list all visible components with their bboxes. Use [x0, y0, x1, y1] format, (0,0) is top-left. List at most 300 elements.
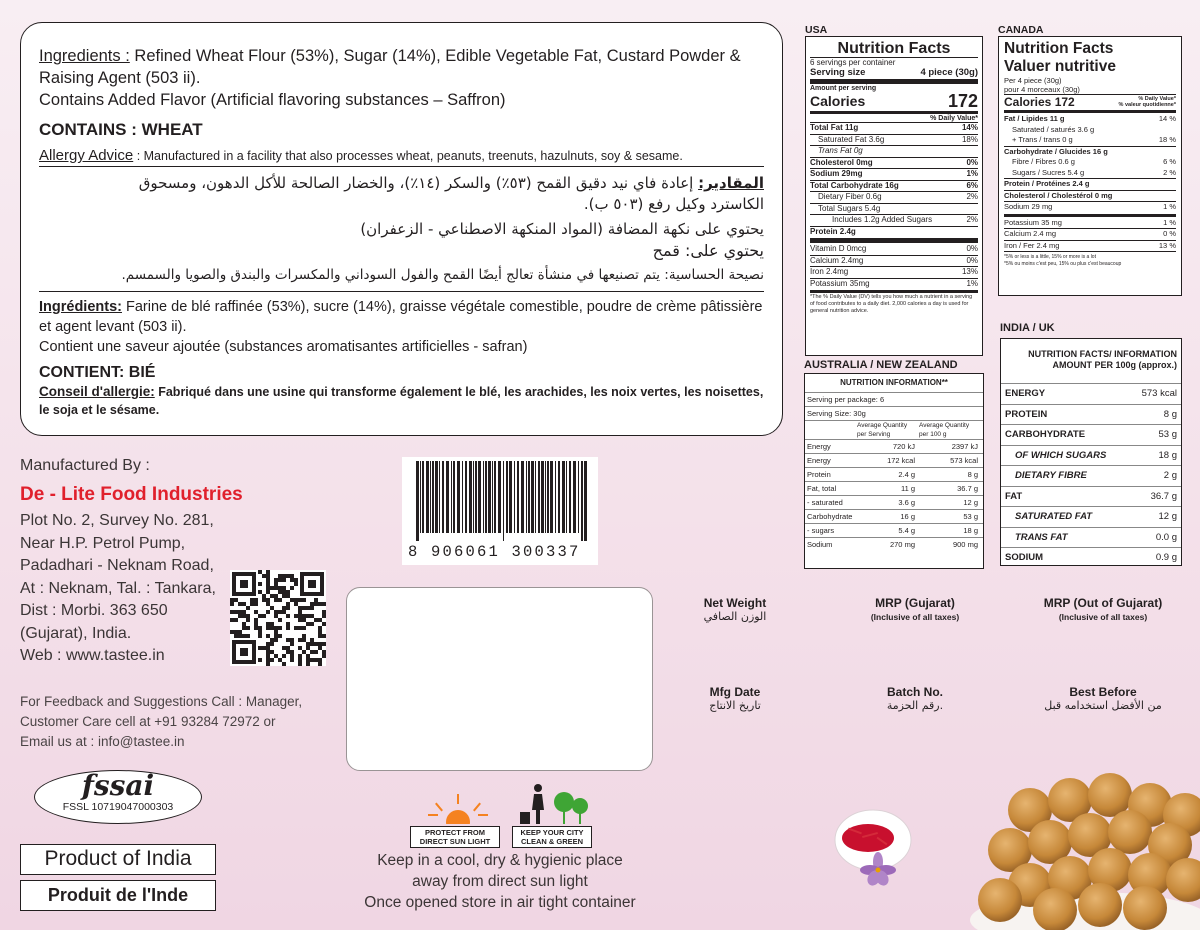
nutrient-row	[1004, 168, 1176, 179]
qr-module	[234, 618, 238, 622]
qr-module	[314, 642, 318, 646]
nutrient-dv	[944, 146, 978, 157]
barcode-bar	[426, 461, 429, 533]
mineral-row	[810, 255, 978, 267]
qr-module	[266, 658, 270, 662]
fssai-logo	[34, 770, 202, 824]
ingredients-text: Refined Wheat Flour (53%), Sugar (14%), Edible Vegetable Fat, Custard Powder & Raising Agent (503 ii).	[39, 47, 741, 87]
mineral-row	[1004, 240, 1176, 252]
barcode-bar	[488, 461, 491, 533]
cookie	[1123, 886, 1167, 930]
qr-module	[282, 578, 286, 582]
qr-module	[246, 614, 250, 618]
usa-title: Nutrition Facts	[837, 40, 951, 57]
nutrient-dv	[944, 204, 978, 215]
qr-module	[254, 622, 258, 626]
address-line: Dist : Morbi. 363 650	[20, 602, 168, 619]
nutrient-row	[1001, 547, 1181, 568]
nutrient-row	[1004, 135, 1176, 146]
india-nutrition-facts	[1000, 338, 1182, 566]
french-ingredients-label: Ingrédients:	[39, 299, 122, 315]
best-before-field	[1028, 685, 1178, 713]
australia-nutrition-info	[804, 373, 984, 569]
per-100g-value: 2397 kJ	[951, 442, 978, 451]
qr-module	[314, 598, 318, 602]
nutrient-dv	[944, 227, 978, 238]
mineral-row	[1004, 228, 1176, 240]
qr-module	[254, 598, 258, 602]
qr-module	[266, 570, 270, 574]
qr-module	[318, 642, 322, 646]
barcode-bar	[416, 461, 419, 541]
qr-module	[266, 634, 270, 638]
qr-module	[290, 586, 294, 590]
usa-calories-label: Calories	[810, 93, 866, 109]
nutrient-dv: 2%	[966, 215, 978, 224]
nutrient-dv: 6%	[966, 180, 978, 190]
qr-module	[270, 638, 274, 642]
qr-module	[266, 626, 270, 630]
nutrient-dv: 18%	[961, 134, 978, 144]
usa-servings: 6 servings per container	[810, 58, 896, 67]
arabic-contains: يحتوي على: قمح	[652, 241, 764, 260]
qr-module	[262, 594, 266, 598]
barcode-bar	[566, 461, 567, 533]
divider	[39, 166, 764, 167]
table-row	[805, 509, 983, 523]
qr-module	[306, 622, 310, 626]
qr-module	[286, 606, 290, 610]
australia-label: AUSTRALIA / NEW ZEALAND	[804, 359, 958, 371]
qr-module	[306, 662, 310, 666]
qr-module	[246, 606, 250, 610]
nutrient-value: 36.7 g	[1150, 490, 1177, 502]
address-line: Plot No. 2, Survey No. 281,	[20, 512, 214, 529]
canada-nutrient-list	[1004, 114, 1176, 213]
barcode	[402, 457, 598, 565]
qr-module	[270, 642, 274, 646]
nutrient-row	[810, 145, 978, 157]
nutrient-row	[810, 226, 978, 238]
arabic-allergy: نصيحة الحساسية: يتم تصنيعها في منشأة تعالج أيضًا القمح والفول السوداني والمكسرات والبندق والصويا والسمسم.	[121, 267, 764, 283]
qr-module	[294, 626, 298, 630]
qr-module	[266, 646, 270, 650]
address-line: Near H.P. Petrol Pump,	[20, 534, 186, 552]
nutrient-name: Protein / Protéines 2.4 g	[1004, 179, 1090, 188]
qr-module	[310, 658, 314, 662]
barcode-bar	[462, 461, 463, 533]
mrp-gujarat-label: MRP (Gujarat)	[875, 596, 955, 610]
per-100g-value: 900 mg	[952, 540, 978, 549]
qr-module	[298, 646, 302, 650]
manufacturer-info	[20, 455, 260, 668]
qr-module	[302, 614, 306, 618]
qr-module	[234, 634, 238, 638]
qr-module	[238, 602, 242, 606]
qr-module	[286, 626, 290, 630]
mineral-row	[810, 278, 978, 290]
aus-header-100g: Average Quantity per 100 g	[919, 422, 970, 438]
mineral-dv: 13 %	[1158, 240, 1176, 250]
qr-module	[322, 614, 326, 618]
qr-module	[230, 602, 234, 606]
qr-module	[294, 598, 298, 602]
barcode-bar	[550, 461, 553, 533]
qr-module	[298, 614, 302, 618]
india-title-2: AMOUNT PER 100g (approx.)	[1052, 360, 1177, 370]
usa-dv-header: % Daily Value*	[930, 115, 978, 122]
qr-module	[302, 606, 306, 610]
table-row	[805, 439, 983, 453]
mrp-gujarat-sub: (Inclusive of all taxes)	[870, 612, 960, 622]
nutrient-name: - sugars	[807, 526, 835, 535]
barcode-bar	[538, 461, 540, 533]
mineral-row	[810, 244, 978, 255]
qr-module	[254, 602, 258, 606]
arabic-flavor: يحتوي على نكهة المضافة (المواد المنكهة الاصطناعي - الزعفران)	[360, 220, 764, 238]
qr-module	[250, 602, 254, 606]
qr-module	[286, 594, 290, 598]
qr-module	[294, 582, 298, 586]
nutrient-name: SATURATED FAT	[1015, 511, 1093, 522]
per-serving-value: 3.6 g	[898, 498, 915, 507]
cookie	[1108, 810, 1152, 854]
nutrient-value: 573 kcal	[1141, 388, 1177, 399]
arabic-ingredients-line1: إعادة فاي نيد دقيق القمح (٥٣٪) والسكر (١٤٪)، والخضار الصالحة للأكل الدهون، ومسحوق	[138, 174, 699, 192]
usa-amount-per: Amount per serving	[810, 85, 877, 92]
qr-module	[290, 658, 294, 662]
qr-module	[238, 630, 242, 634]
qr-module	[274, 614, 278, 618]
qr-module	[230, 610, 234, 614]
nutrient-name: Total Carbohydrate 16g	[810, 180, 899, 190]
barcode-bar	[483, 461, 484, 533]
mineral-dv: 0 %	[1163, 229, 1176, 238]
address-line: Padadhari - Neknam Road,	[20, 557, 214, 574]
mineral-dv: 13%	[961, 267, 978, 276]
qr-module	[286, 650, 290, 654]
storage-line: Once opened store in air tight container	[364, 894, 636, 911]
qr-module	[302, 626, 306, 630]
mineral-name: Calcium 2.4 mg	[1004, 229, 1057, 238]
cookie-plate-icon	[960, 770, 1200, 930]
qr-module	[298, 626, 302, 630]
qr-module	[290, 598, 294, 602]
table-row	[805, 537, 983, 551]
nutrient-name: FAT	[1005, 490, 1023, 502]
usa-serving-size: 4 piece (30g)	[920, 67, 978, 78]
nutrient-name: + Trans / trans 0 g	[1012, 135, 1073, 144]
qr-module	[230, 598, 234, 602]
per-100g-value: 18 g	[963, 526, 978, 535]
nutrient-name: Total Fat 11g	[810, 123, 859, 132]
barcode-bar	[469, 461, 472, 533]
qr-module	[274, 594, 278, 598]
nutrient-row	[810, 157, 978, 169]
nutrient-dv	[1142, 147, 1176, 158]
table-row	[805, 523, 983, 537]
qr-module	[306, 642, 310, 646]
barcode-bar	[541, 461, 544, 533]
qr-module	[306, 654, 310, 658]
website-line: Web : www.tastee.in	[20, 647, 165, 664]
usa-nutrition-facts	[805, 36, 983, 356]
storage-instructions	[340, 850, 660, 913]
qr-module	[266, 610, 270, 614]
protect-sun-label: PROTECT FROM DIRECT SUN LIGHT	[410, 826, 500, 848]
usa-mineral-list	[810, 244, 978, 289]
nutrient-name: Protein 2.4g	[810, 226, 856, 236]
qr-module	[318, 646, 322, 650]
barcode-bar	[555, 461, 556, 533]
nutrient-value: 12 g	[1158, 511, 1177, 522]
india-uk-label: INDIA / UK	[1000, 322, 1055, 334]
nutrient-name: Saturated / saturés 3.6 g	[1012, 124, 1095, 134]
qr-module	[254, 626, 258, 630]
nutrient-row	[810, 168, 978, 180]
barcode-bar	[473, 461, 474, 533]
qr-module	[286, 622, 290, 626]
mrp-out-sub: (Inclusive of all taxes)	[1058, 612, 1148, 622]
qr-module	[266, 654, 270, 658]
nutrient-dv: 18 %	[1158, 135, 1176, 144]
barcode-bar	[562, 461, 565, 533]
nutrient-value: 2 g	[1163, 470, 1177, 481]
aus-serving-size: Serving Size: 30g	[807, 409, 866, 418]
per-100g-value: 53 g	[963, 512, 978, 521]
barcode-icon	[408, 461, 592, 541]
per-serving-value: 270 mg	[889, 540, 915, 549]
fssai-wordmark: fssai	[81, 769, 155, 802]
qr-module	[322, 650, 326, 654]
qr-module	[282, 654, 286, 658]
canada-per-fr: pour 4 morceaux (30g)	[1004, 85, 1080, 94]
qr-module	[242, 610, 246, 614]
barcode-bar	[584, 461, 587, 541]
qr-module	[314, 602, 318, 606]
mineral-name: Iron 2.4mg	[810, 267, 849, 276]
qr-module	[258, 614, 262, 618]
canada-footnote-fr: *5% ou moins c'est peu, 15% ou plus c'est beaucoup	[1004, 261, 1122, 267]
best-before-label: Best Before	[1069, 685, 1137, 699]
qr-module	[270, 626, 274, 630]
qr-module	[318, 662, 322, 666]
qr-module	[278, 578, 282, 582]
qr-module	[258, 582, 262, 586]
qr-module	[270, 594, 274, 598]
nutrient-row	[1004, 146, 1176, 158]
ingredients-panel	[20, 22, 783, 436]
qr-module	[310, 622, 314, 626]
address-line: At : Neknam, Tal. : Tankara,	[20, 579, 216, 597]
nutrient-row	[1001, 445, 1181, 466]
qr-module	[310, 642, 314, 646]
qr-module	[298, 658, 302, 662]
qr-module	[258, 570, 262, 574]
nutrient-row	[810, 214, 978, 226]
barcode-bar	[528, 461, 530, 533]
sun-icon	[418, 792, 498, 824]
mfg-date-label: Mfg Date	[709, 685, 761, 699]
barcode-bar	[578, 461, 579, 533]
clean-city-icon	[516, 782, 590, 824]
nutrient-name: Fibre / Fibres 0.6 g	[1012, 157, 1075, 166]
nutrient-row	[1001, 465, 1181, 486]
qr-module	[274, 626, 278, 630]
qr-module	[266, 590, 270, 594]
company-name: De - Lite Food Industries	[20, 483, 243, 505]
qr-module	[282, 646, 286, 650]
qr-module	[278, 610, 282, 614]
barcode-bar	[503, 461, 504, 541]
arabic-ingredients-label: المقادير:	[698, 174, 764, 192]
qr-module	[238, 634, 242, 638]
nutrient-dv: 6 %	[1163, 157, 1176, 166]
usa-serving-size-label: Serving size	[810, 67, 866, 78]
qr-module	[310, 614, 314, 618]
net-weight-field	[680, 596, 790, 624]
canada-dv-fr: % valeur quotidienne*	[1118, 102, 1176, 108]
qr-module	[258, 634, 262, 638]
qr-module	[282, 590, 286, 594]
nutrient-row	[1004, 201, 1176, 213]
nutrient-name: Protein	[807, 470, 831, 479]
nutrient-name: Includes 1.2g Added Sugars	[832, 215, 933, 224]
qr-module	[262, 646, 266, 650]
qr-module	[294, 614, 298, 618]
canada-per-en: Per 4 piece (30g)	[1004, 76, 1062, 85]
barcode-bar	[420, 461, 421, 533]
aus-servings: Serving per package: 6	[807, 395, 885, 404]
qr-module	[274, 578, 278, 582]
qr-module	[274, 634, 278, 638]
arabic-ingredients-line2: الكاسترد وكيل رفع (٥٠٣ ب).	[583, 195, 764, 213]
qr-module	[282, 586, 286, 590]
qr-module	[298, 638, 302, 642]
table-row	[805, 481, 983, 495]
qr-code	[230, 570, 326, 666]
nutrient-name: Carbohydrate	[807, 512, 853, 521]
cookie	[1088, 773, 1132, 817]
mineral-row	[1004, 218, 1176, 229]
nutrient-row	[1004, 157, 1176, 168]
nutrient-name: CARBOHYDRATE	[1005, 429, 1086, 440]
nutrient-name: Fat / Lipides 11 g	[1004, 114, 1065, 123]
per-100g-value: 36.7 g	[957, 484, 978, 493]
nutrient-name: Sodium 29 mg	[1004, 202, 1053, 211]
feedback-info	[20, 692, 320, 752]
nutrient-value: 53 g	[1158, 429, 1177, 440]
qr-module	[230, 630, 234, 634]
barcode-bar	[569, 461, 571, 533]
net-weight-arabic: الوزن الصافي	[703, 610, 767, 623]
barcode-bar	[526, 461, 527, 533]
barcode-bar	[509, 461, 512, 533]
india-title-1: NUTRITION FACTS/ INFORMATION	[1028, 349, 1177, 359]
qr-module	[262, 614, 266, 618]
per-serving-value: 11 g	[900, 484, 915, 493]
qr-module	[318, 658, 322, 662]
barcode-bar	[485, 461, 487, 533]
barcode-bar	[514, 461, 515, 533]
qr-module	[298, 606, 302, 610]
batch-arabic: رقم الحزمة.	[886, 699, 944, 712]
qr-module	[274, 610, 278, 614]
qr-module	[290, 574, 294, 578]
qr-module	[286, 574, 290, 578]
barcode-bar	[506, 461, 508, 533]
qr-module	[310, 650, 314, 654]
canada-dv-en: % Daily Value*	[1138, 95, 1176, 102]
allergy-label: Allergy Advice	[39, 147, 134, 164]
qr-module	[266, 602, 270, 606]
nutrient-row	[1004, 114, 1176, 125]
qr-module	[238, 614, 242, 618]
qr-module	[318, 602, 322, 606]
divider	[39, 291, 764, 292]
qr-module	[318, 634, 322, 638]
aus-header-serving: Average Quantity per Serving	[857, 422, 908, 438]
qr-module	[246, 634, 250, 638]
aus-title: NUTRITION INFORMATION**	[840, 378, 948, 387]
mineral-name: Calcium 2.4mg	[810, 255, 864, 265]
table-row	[805, 453, 983, 467]
table-row	[805, 495, 983, 509]
barcode-bar	[478, 461, 481, 533]
barcode-bar	[547, 461, 549, 533]
barcode-number: 8 906061 300337	[408, 543, 581, 561]
qr-module	[322, 622, 326, 626]
qr-module	[266, 574, 270, 578]
qr-module	[306, 646, 310, 650]
mineral-name: Potassium 35 mg	[1004, 217, 1062, 227]
qr-module	[270, 606, 274, 610]
mineral-dv: 0%	[966, 244, 978, 253]
qr-module	[286, 646, 290, 650]
storage-line: away from direct sun light	[412, 873, 588, 890]
french-allergy-text: Fabriqué dans une usine qui transforme également le blé, les arachides, les noix vertes, les noisettes, le soja et le sésame.	[39, 385, 764, 417]
nutrient-dv: 0%	[966, 157, 978, 167]
nutrient-row	[1001, 486, 1181, 507]
nutrient-name: Trans Fat 0g	[818, 146, 863, 155]
table-row	[805, 467, 983, 481]
qr-module	[278, 634, 282, 638]
qr-module	[278, 598, 282, 602]
qr-module	[302, 638, 306, 642]
qr-module	[254, 610, 258, 614]
qr-module	[254, 618, 258, 622]
cookie	[1078, 883, 1122, 927]
qr-module	[318, 618, 322, 622]
qr-module	[318, 626, 322, 630]
qr-module	[242, 634, 246, 638]
qr-module	[298, 654, 302, 658]
canada-nutrition-facts	[998, 36, 1182, 296]
produit-de-linde: Produit de l'Inde	[20, 880, 216, 911]
usa-nutrient-list	[810, 122, 978, 237]
mrp-out-label: MRP (Out of Gujarat)	[1043, 596, 1163, 610]
qr-module	[322, 602, 326, 606]
feedback-line: Customer Care cell at +91 93284 72972 or	[20, 714, 276, 729]
qr-module	[278, 626, 282, 630]
nutrient-row	[1004, 178, 1176, 190]
qr-module	[302, 634, 306, 638]
nutrient-dv: 14 %	[1158, 114, 1176, 123]
qr-module	[278, 590, 282, 594]
qr-module	[314, 650, 318, 654]
nutrient-name: SODIUM	[1005, 552, 1043, 563]
barcode-bar	[545, 461, 546, 533]
